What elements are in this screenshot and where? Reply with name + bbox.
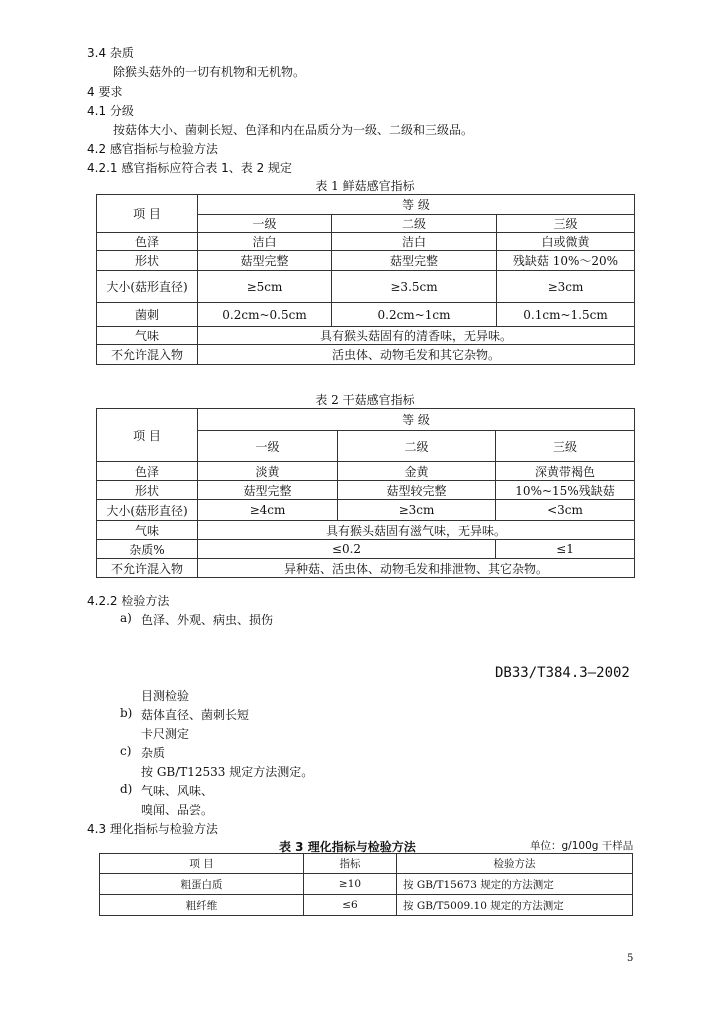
table2-cell: 淡黄	[198, 462, 338, 481]
table1-caption: 表 1 鲜菇感官指标	[315, 179, 415, 193]
table1-cell: 菇型完整	[198, 251, 332, 271]
table2-cell: 菇型较完整	[338, 481, 496, 500]
table1-row-label: 形状	[97, 251, 198, 271]
section-3-4-title: 3.4 杂质	[87, 46, 134, 60]
table1-cell: 0.1cm~1.5cm	[497, 303, 635, 327]
section-4-2-1-title: 4.2.1 感官指标应符合表 1、表 2 规定	[87, 161, 293, 175]
section-4-1-title: 4.1 分级	[87, 104, 134, 118]
table3-item: 粗纤维	[100, 895, 304, 916]
method-c-text: 杂质	[141, 746, 166, 760]
table3-value: ≤6	[304, 895, 397, 916]
section-4-2-title: 4.2 感官指标与检验方法	[87, 142, 218, 156]
table2-row-label: 杂质%	[97, 540, 198, 559]
section-4-3-title: 4.3 理化指标与检验方法	[87, 822, 218, 836]
table1-cell: ≥5cm	[198, 271, 332, 303]
table1-row-label: 菌刺	[97, 303, 198, 327]
section-4-1-text: 按菇体大小、菌刺长短、色泽和内在品质分为一级、二级和三级品。	[113, 123, 474, 137]
table2-grade-cell: 二级	[338, 431, 496, 462]
method-b-text: 菇体直径、菌刺长短	[141, 708, 250, 722]
table2-impurity-b: ≤1	[496, 540, 635, 559]
table3-caption: 表 3 理化指标与检验方法	[279, 840, 416, 854]
table1-row-label: 色泽	[97, 233, 198, 251]
method-d-text: 气味、风味、	[141, 784, 214, 798]
table2-row-label: 气味	[97, 521, 198, 540]
table1-row-label: 气味	[97, 327, 198, 345]
table1-cell: 洁白	[332, 233, 497, 251]
table2-cell: ≥3cm	[338, 500, 496, 521]
table1-cell: ≥3cm	[497, 271, 635, 303]
table1-forbid-value: 活虫体、动物毛发和其它杂物。	[198, 345, 635, 365]
page-number: 5	[627, 953, 634, 964]
table2-grade-header: 等 级	[198, 409, 635, 431]
table2-smell-value: 具有猴头菇固有滋气味，无异味。	[198, 521, 635, 540]
table3-header-item: 项 目	[100, 854, 304, 874]
section-4-title: 4 要求	[87, 85, 123, 99]
table2-cell: 菇型完整	[198, 481, 338, 500]
table3-method: 按 GB/T5009.10 规定的方法测定	[397, 895, 633, 916]
method-b-detail: 卡尺测定	[141, 727, 190, 741]
table1-cell: 白或微黄	[497, 233, 635, 251]
section-4-2-2-title: 4.2.2 检验方法	[87, 594, 170, 608]
table1-cell: 洁白	[198, 233, 332, 251]
table3-header-value: 指标	[304, 854, 397, 874]
table3-unit: 单位：g/100g 干样品	[530, 840, 634, 852]
table2-impurity-a: ≤0.2	[198, 540, 496, 559]
method-c-detail: 按 GB/T12533 规定方法测定。	[141, 765, 314, 779]
table3-method: 按 GB/T15673 规定的方法测定	[397, 874, 633, 895]
table1-cell: 菇型完整	[332, 251, 497, 271]
document-id: DB33/T384.3—2002	[495, 665, 630, 681]
table1-grade-header: 等 级	[198, 195, 635, 215]
table3	[99, 853, 633, 916]
table1-item-header: 项 目	[97, 195, 198, 233]
table1-grade-cell: 一级	[198, 215, 332, 233]
table2-cell: ≥4cm	[198, 500, 338, 521]
method-d-mark: d)	[120, 782, 133, 796]
table2-row-label: 形状	[97, 481, 198, 500]
table2-caption: 表 2 干菇感官指标	[315, 393, 415, 407]
table1-cell: 0.2cm~0.5cm	[198, 303, 332, 327]
table1-cell: 0.2cm~1cm	[332, 303, 497, 327]
table3-item: 粗蛋白质	[100, 874, 304, 895]
table2-cell: 金黄	[338, 462, 496, 481]
table1-row-label: 不允许混入物	[97, 345, 198, 365]
table1-row-label: 大小(菇形直径)	[97, 271, 198, 303]
table2-cell: <3cm	[496, 500, 635, 521]
method-a-text: 色泽、外观、病虫、损伤	[141, 613, 274, 627]
method-a-mark: a)	[120, 611, 132, 625]
table2-row-label: 不允许混入物	[97, 559, 198, 578]
table1-grade-cell: 二级	[332, 215, 497, 233]
table2-item-header: 项 目	[97, 409, 198, 462]
table1-smell-value: 具有猴头菇固有的清香味，无异味。	[198, 327, 635, 345]
table1-cell: ≥3.5cm	[332, 271, 497, 303]
table1-grade-cell: 三级	[497, 215, 635, 233]
table2-row-label: 色泽	[97, 462, 198, 481]
table2-row-label: 大小(菇形直径)	[97, 500, 198, 521]
section-3-4-text: 除猴头菇外的一切有机物和无机物。	[113, 65, 306, 79]
method-a-detail: 目测检验	[141, 689, 190, 703]
table1	[96, 194, 635, 365]
table2-grade-cell: 三级	[496, 431, 635, 462]
table3-value: ≥10	[304, 874, 397, 895]
table2	[96, 408, 635, 578]
method-b-mark: b)	[120, 706, 133, 720]
table2-cell: 10%~15%残缺菇	[496, 481, 635, 500]
method-c-mark: c)	[120, 744, 132, 758]
table2-grade-cell: 一级	[198, 431, 338, 462]
table1-cell: 残缺菇 10%～20%	[497, 251, 635, 271]
table3-header-method: 检验方法	[397, 854, 633, 874]
table2-cell: 深黄带褐色	[496, 462, 635, 481]
table2-forbid-value: 异种菇、活虫体、动物毛发和排泄物、其它杂物。	[198, 559, 635, 578]
method-d-detail: 嗅闻、品尝。	[141, 803, 214, 817]
